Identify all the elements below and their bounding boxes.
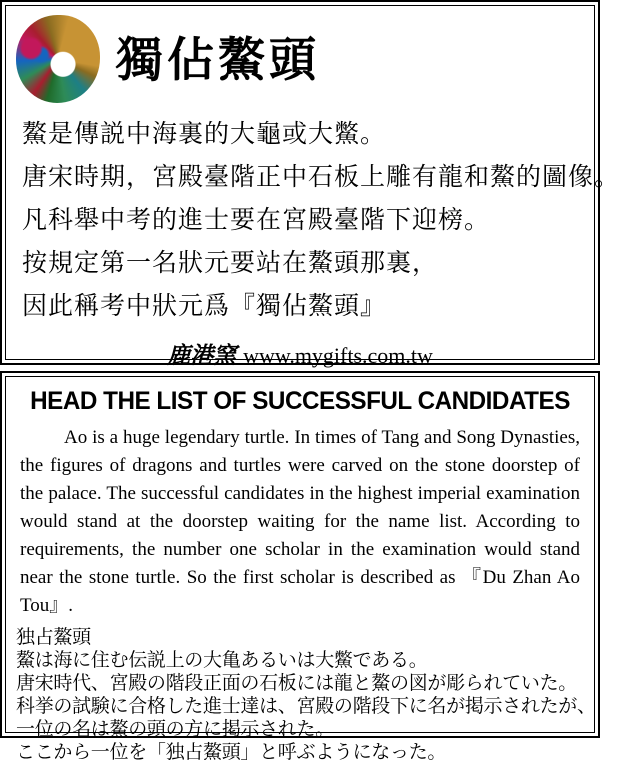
chinese-line-5: 因此稱考中狀元爲『獨佔鰲頭』 xyxy=(22,293,387,320)
japanese-title: 独占鰲頭 xyxy=(16,627,91,648)
japanese-line-3: 科挙の試験に合格した進士達は、宮殿の階段下に名が掲示されたが、 xyxy=(16,696,596,717)
brand-row xyxy=(6,6,594,105)
chinese-line-2: 唐宋時期，宮殿臺階正中石板上雕有龍和鰲的圖像。 xyxy=(22,164,620,191)
chinese-line-1: 鰲是傳説中海裏的大龜或大鱉。 xyxy=(22,121,387,148)
jade-dragon-seal-icon xyxy=(16,15,100,103)
japanese-line-1: 鰲は海に住む伝説上の大亀あるいは大鱉である。 xyxy=(16,650,428,671)
chinese-line-3: 凡科舉中考的進士要在宮殿臺階下迎榜。 xyxy=(22,207,491,234)
panel-chinese-inner-frame xyxy=(5,5,620,368)
japanese-line-4: 一位の名は鰲の頭の方に掲示された。 xyxy=(16,719,334,740)
english-heading: HEAD THE LIST OF SUCCESSFUL CANDIDATES xyxy=(30,387,570,415)
chinese-description xyxy=(22,113,620,328)
panel-translation-card xyxy=(0,371,600,763)
chinese-line-4: 按規定第一名狀元要站在鰲頭那裏， xyxy=(22,250,439,277)
brand-name: 鹿港窯 xyxy=(167,343,237,368)
panel-translation-inner-frame xyxy=(5,376,596,763)
english-paragraph: Ao is a huge legendary turtle. In times of Tang and Song Dynasties, the figures of dragons and turtles were carved on the stone doorstep of the palace. The successful candidates in the highest imperial examination would stand at the doorstep waiting for the name list. According to requirements, the number one scholar in the examination would stand near the stone turtle. So the first scholar is described as 『Du Zhan Ao Tou』. xyxy=(20,427,580,616)
brand-url: www.mygifts.com.tw xyxy=(243,343,433,368)
japanese-description xyxy=(16,626,596,764)
page-title: 獨佔鰲頭 xyxy=(116,32,320,86)
panel-chinese-card xyxy=(0,0,620,368)
japanese-line-2: 唐宋時代、宮殿の階段正面の石板には龍と鰲の図が彫られていた。 xyxy=(16,673,578,694)
japanese-line-5: ここから一位を「独占鰲頭」と呼ぶようになった。 xyxy=(16,742,447,763)
brand-footer xyxy=(6,337,594,370)
